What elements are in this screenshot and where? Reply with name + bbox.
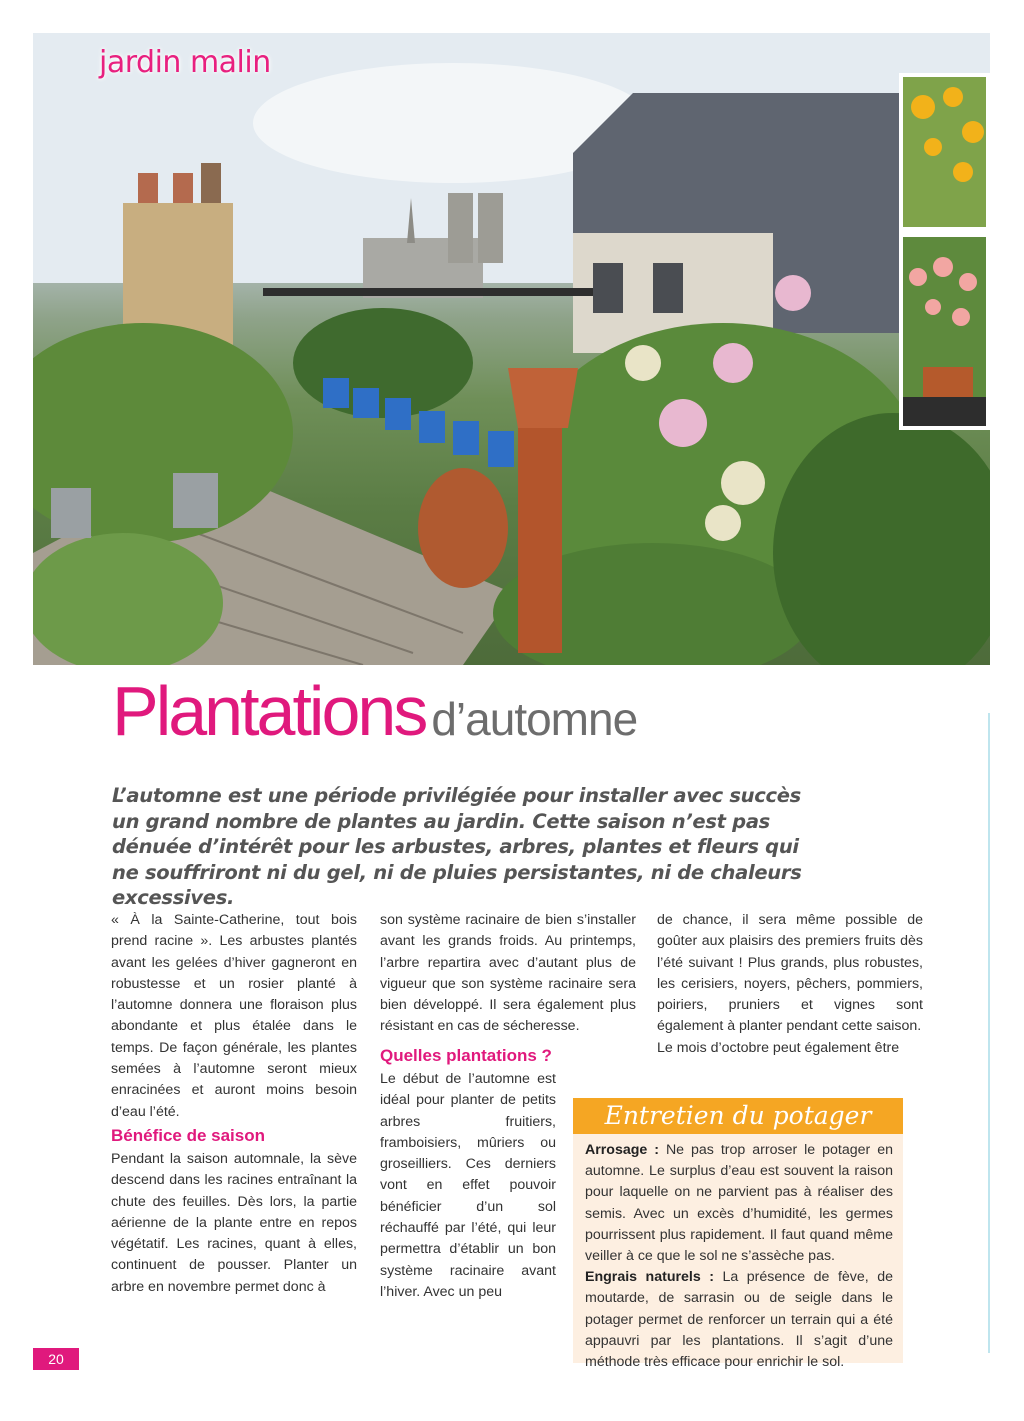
inset-flowers-photo (899, 73, 990, 430)
column-rule (988, 713, 990, 1353)
box-item-arrosage (585, 1140, 893, 1267)
col1-heading: Bénéfice de saison (111, 1126, 266, 1145)
article-title (112, 672, 638, 750)
col3-paragraph-2: Le mois d’octobre peut également être (657, 1039, 900, 1056)
flowers-illustration (903, 77, 986, 426)
box-body (573, 1134, 903, 1373)
box-title: Entretien du potager (573, 1098, 903, 1134)
col2-paragraph-1: son système racinaire de bien s’installer avant les grands froids. Au printemps, l’arbre repartira avec d’autant plus de vigueur que son système racinaire sera bien développé. Il sera également plus résistant en cas de sécheresse. (380, 912, 636, 1035)
box-item1-text: Ne pas trop arroser le potager en automne. Le surplus d’eau est souvent la raison pour laquelle on ne parvient pas à réaliser des semis. Avec un excès d’humidité, les germes pourrissent plus rapidement. Il faut quand même veiller à ce que le sol ne s’assèche pas. (585, 1142, 893, 1265)
rooftop-garden-illustration (33, 33, 990, 665)
column-3 (657, 910, 923, 1059)
hero-photo (33, 33, 990, 665)
box-item-engrais (585, 1267, 893, 1373)
title-main: Plantations (112, 672, 426, 750)
column-1 (111, 910, 357, 1123)
intro-paragraph: L’automne est une période privilégiée pour installer avec succès un grand nombre de plantes au jardin. Cette saison n’est pas dénuée d’intérêt pour les arbustes, arbres, plantes et fleurs qui ne souffriront ni du gel, ni de pluies persistantes, ni de chaleurs excessives. (112, 784, 802, 909)
box-item2-text: La présence de fève, de moutarde, de sarrasin ou de seigle dans le potager permet de renforcer un terrain qui a été appauvri par les plantations. Il s’agit d’une méthode très efficace pour enrichir le sol. (585, 1269, 893, 1371)
potager-box (573, 1098, 903, 1371)
col1-paragraph-1: « À la Sainte-Catherine, tout bois prend racine ». Les arbustes plantés avant les gelées d’hiver gagneront en robustesse et un rosier planté à l’automne donnera une floraison plus abondante et plus étalée dans le temps. De façon générale, les plantes semées à l’automne seront mieux enracinées et auront moins besoin d’eau l’été. (111, 912, 357, 1120)
col1-paragraph-2: Pendant la saison automnale, la sève descend dans les racines entraînant la chute des feuilles. Dès lors, la partie aérienne de la plante entre en repos végétatif. Les racines, quant à elles, continuent de pousser. Planter un arbre en novembre permet donc à (111, 1151, 357, 1295)
box-item1-label: Arrosage : (585, 1142, 659, 1158)
box-item2-label: Engrais naturels : (585, 1269, 714, 1286)
column-1-b (111, 1149, 357, 1298)
column-2-b (380, 1069, 556, 1303)
col3-paragraph-1: de chance, il sera même possible de goûter aux plaisirs des premiers fruits dès l’été suivant ! Plus grands, plus robustes, les cerisiers, noyers, pêchers, pommiers, poiriers, pruniers et vignes sont également à planter pendant cette saison. (657, 912, 923, 1035)
column-2 (380, 910, 636, 1038)
col2-paragraph-2: Le début de l’automne est idéal pour planter de petits arbres fruitiers, framboisiers, mûriers ou groseilliers. Ces derniers vont en effet pouvoir bénéficier d’un sol réchauffé par l’été, qui leur permettra d’établir un bon système racinaire avant l’hiver. Avec un peu (380, 1071, 556, 1300)
page-number: 20 (33, 1348, 79, 1370)
col2-heading: Quelles plantations ? (380, 1046, 552, 1065)
section-tag: jardin malin (99, 45, 271, 80)
title-sub: d’automne (431, 693, 638, 745)
